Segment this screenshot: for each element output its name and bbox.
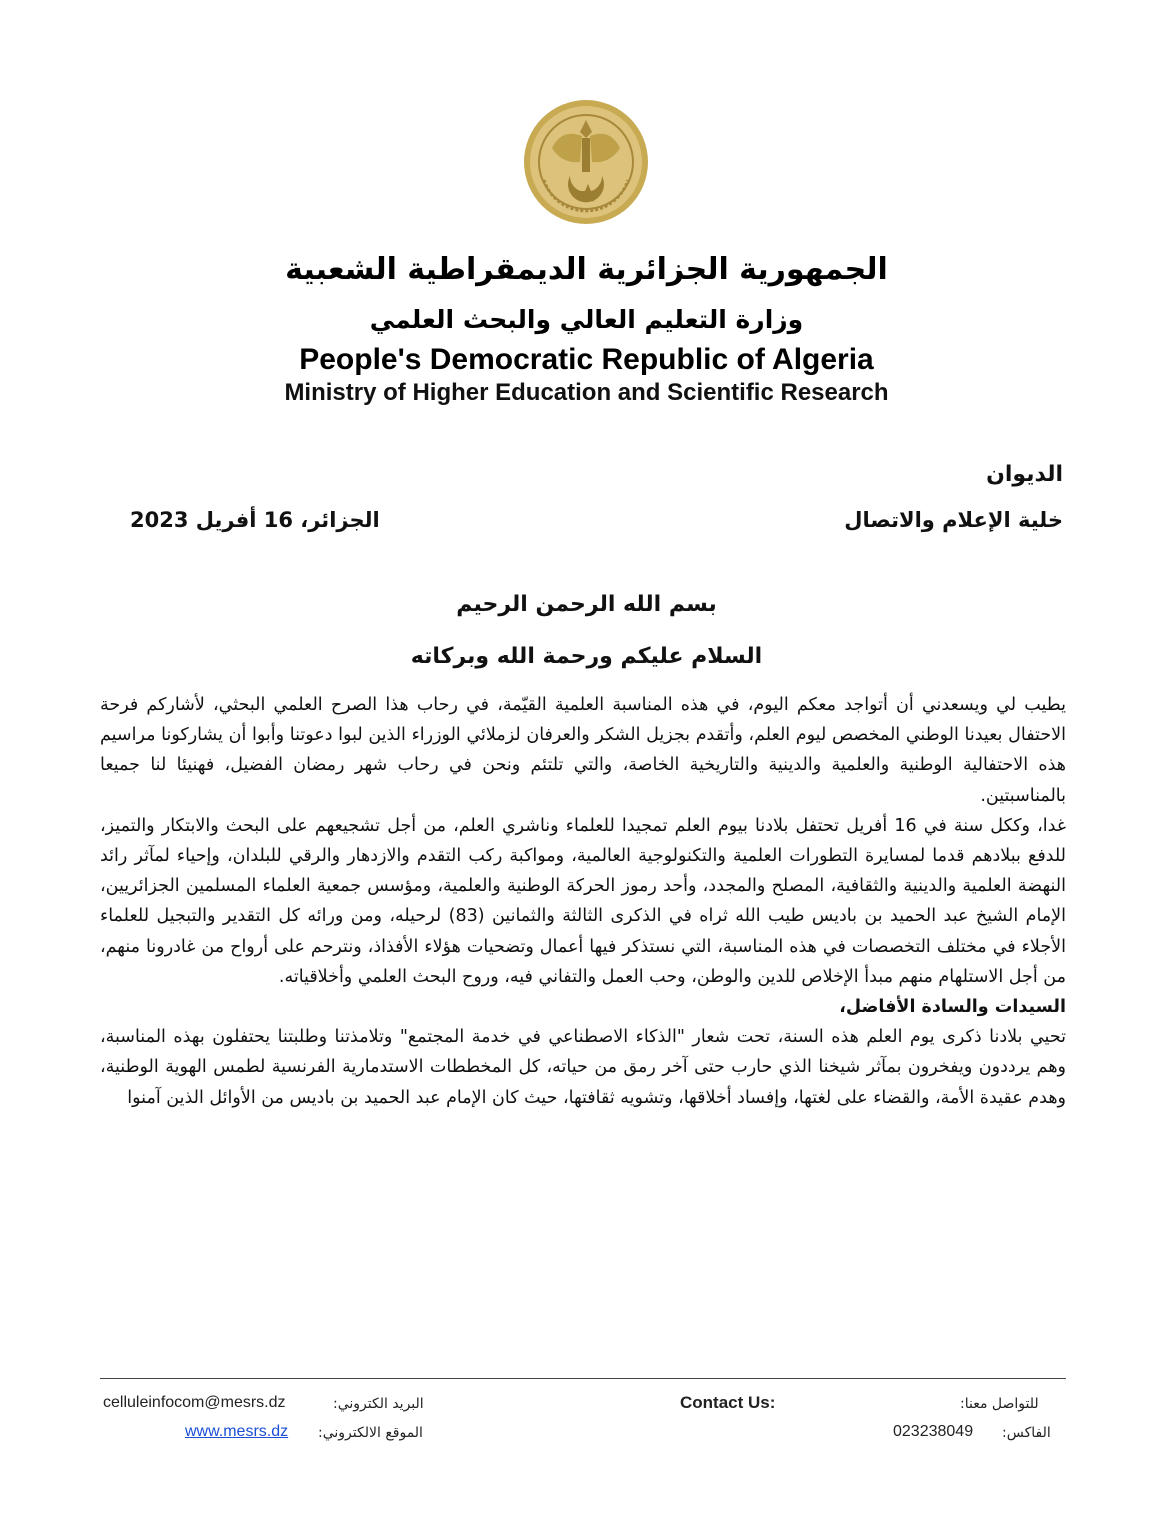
paragraph-1: يطيب لي ويسعدني أن أتواجد معكم اليوم، في هذه المناسبة العلمية القيّمة، في رحاب هذا الصرح العلمي البحثي، لأشاركم فرحة الاحتفال بعيدنا الوطني المخصص ليوم العلم، وأتقدم بجزيل الشكر والعرفان لزملائي الوزراء الذين لبوا دعوتنا وأبوا أن يشاركونا مراسيم هذه الاحتفالية الوطنية والعلمية والدينية والتاريخية الخاصة، والتي تلتئم ونحن في رحاب شهر رمضان الفضيل، فهنيئا لنا جميعا بالمناسبتين. xyxy=(100,695,1066,806)
arabic-ministry-title: وزارة التعليم العالي والبحث العلمي xyxy=(369,305,804,334)
footer-email[interactable] xyxy=(103,1394,286,1412)
website-label: الموقع الالكتروني: xyxy=(318,1425,423,1441)
paragraph-2: غدا، وككل سنة في 16 أفريل تحتفل بلادنا بيوم العلم تمجيدا للعلماء وناشري العلم، من أجل تشجيعهم على البحث والابتكار والتميز، للدفع ببلادهم قدما لمسايرة التطورات العلمية والتكنولوجية العالمية، ومواكبة ركب التقدم والازدهار والرقي للبلدان، وإحياء لمآثر رائد النهضة العلمية والدينية والثقافية، المصلح والمجدد، وأحد رموز الحركة الوطنية والعلمية، ومؤسس جمعية العلماء المسلمين الجزائريين، الإمام الشيخ عبد الحميد بن باديس طيب الله ثراه في الذكرى الثالثة والثمانين (83) لرحيله، ومن ورائه كل التقدير والتبجيل للعلماء الأجلاء في مختلف التخصصات في هذه المناسبة، التي نستذكر فيها أعمال وتضحيات هؤلاء الأفذاذ، ونترحم على أرواح من غادرونا منهم، من أجل الاستلهام منهم مبدأ الإخلاص للدين والوطن، وحب العمل والتفاني فيه، وروح البحث العلمي وأخلاقياته. xyxy=(100,815,1066,987)
subheading: السيدات والسادة الأفاضل، xyxy=(839,997,1066,1018)
email-value[interactable]: celluleinfocom@mesrs.dz xyxy=(103,1394,286,1411)
salam-greeting: السلام عليكم ورحمة الله وبركاته xyxy=(410,644,763,669)
paragraph-3: تحيي بلادنا ذكرى يوم العلم هذه السنة، تحت شعار "الذكاء الاصطناعي في خدمة المجتمع" وتلامذتنا وطلبتنا يحتفلون بهذه المناسبة، وهم يرددون ويفخرون بمآثر شيخنا الذي حارب حتى آخر رمق من حياته، كل المخططات الاستدمارية الفرنسية لطمس الهوية الوطنية، وهدم عقيدة الأمة، والقضاء على لغتها، وإفساد أخلاقها، وتشويه ثقافتها، حيث كان الإمام عبد الحميد بن باديس من الأوائل الذين آمنوا xyxy=(100,1027,1066,1108)
speech-body xyxy=(100,690,1066,1113)
fax-label: الفاكس: xyxy=(1002,1425,1051,1441)
algeria-emblem-icon xyxy=(522,98,650,226)
fax-number: 023238049 xyxy=(893,1423,974,1440)
cabinet-label: الديوان xyxy=(986,462,1063,487)
basmala: بسم الله الرحمن الرحيم xyxy=(456,592,717,617)
document-date: الجزائر، 16 أفريل 2023 xyxy=(130,508,380,532)
contact-us-label: Contact Us: xyxy=(680,1393,776,1412)
website-link[interactable]: www.mesrs.dz xyxy=(185,1423,289,1440)
contact-arabic-label: للتواصل معنا: xyxy=(960,1396,1039,1412)
english-republic-title: People's Democratic Republic of Algeria xyxy=(299,343,874,376)
footer-website[interactable] xyxy=(185,1423,288,1441)
media-cell-label: خلية الإعلام والاتصال xyxy=(844,508,1063,532)
footer-divider xyxy=(100,1378,1066,1379)
email-label: البريد الكتروني: xyxy=(333,1396,424,1412)
english-ministry-title: Ministry of Higher Education and Scientific Research xyxy=(284,379,889,406)
arabic-republic-title: الجمهورية الجزائرية الديمقراطية الشعبية xyxy=(285,252,888,287)
